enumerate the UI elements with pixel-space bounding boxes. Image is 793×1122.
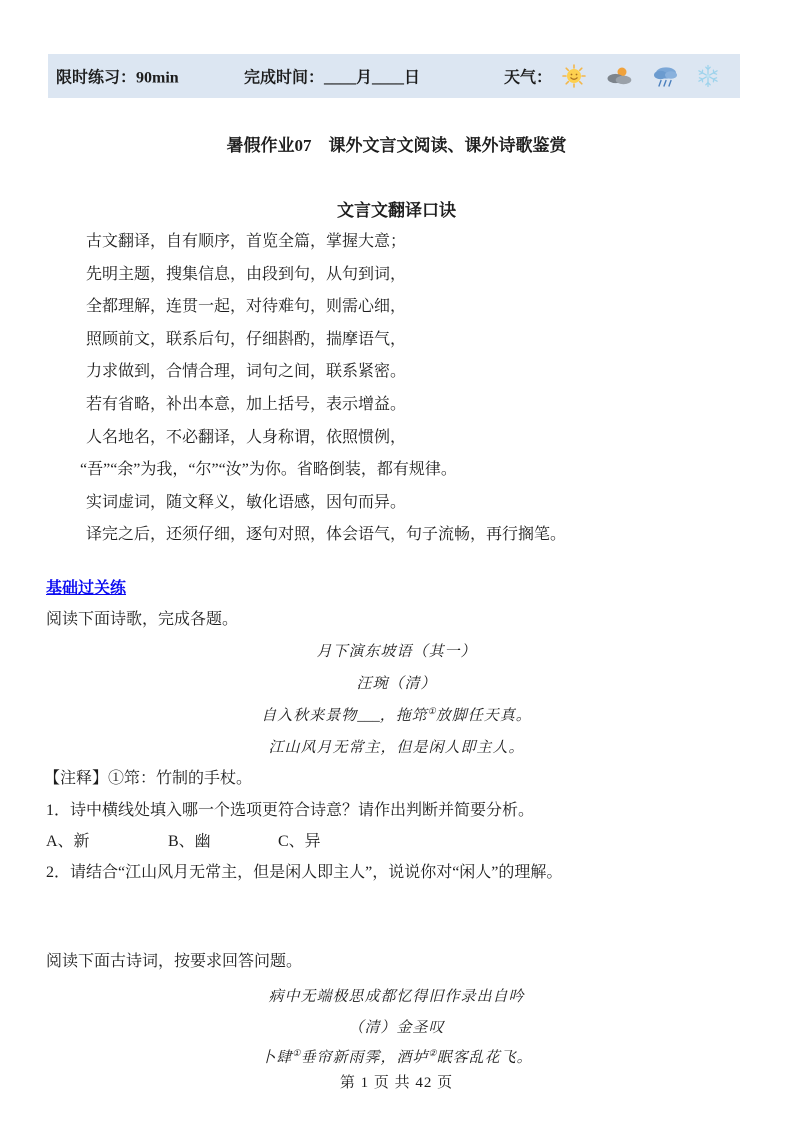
mnemonic-line: “吾”“余”为我，“尔”“汝”为你。省略倒装，都有规律。	[80, 461, 457, 479]
poem1-line-2: 江山风月无常主，但是闲人即主人。	[268, 740, 525, 756]
option-b: B、幽	[168, 833, 211, 850]
poem2-line-1: 卜肆①垂帘新雨霁，酒垆②眠客乱花飞。	[260, 1048, 533, 1066]
option-a: A、新	[46, 833, 90, 850]
snowflake-icon	[696, 64, 720, 88]
reading-instruction-1: 阅读下面诗歌，完成各题。	[46, 611, 239, 628]
footnote-marker: ①	[427, 706, 436, 716]
reading-instruction-2: 阅读下面古诗词，按要求回答问题。	[46, 953, 303, 970]
poem1-line-1: 自入秋来景物___，拖筇①放脚任天真。	[261, 706, 532, 724]
rain-cloud-icon	[652, 64, 679, 88]
poem2-author: （清）金圣叹	[348, 1020, 445, 1036]
completion-time-label: 完成时间：____月____日	[244, 69, 421, 87]
question-2: 2．请结合“江山风月无常主，但是闲人即主人”，说说你对“闲人”的理解。	[46, 864, 563, 881]
page-number: 第 1 页 共 42 页	[339, 1075, 454, 1091]
poem1-author: 汪琬（清）	[356, 676, 437, 692]
footnote-marker: ②	[428, 1048, 437, 1058]
section-heading-basics: 基础过关练	[46, 580, 127, 597]
poem1-note: 【注释】①筇：竹制的手杖。	[44, 770, 253, 787]
mnemonic-line: 实词虚词，随文释义，敏化语感，因句而异。	[86, 493, 407, 511]
header-bar	[48, 54, 740, 98]
question-1: 1．诗中横线处填入哪一个选项更符合诗意？请作出判断并简要分析。	[46, 802, 535, 819]
mnemonic-line: 全都理解，连贯一起，对待难句，则需心细，	[86, 298, 407, 316]
mnemonic-line: 古文翻译，自有顺序，首览全篇，掌握大意；	[86, 233, 407, 250]
mnemonic-line: 照顾前文，联系后句，仔细斟酌，揣摩语气，	[86, 330, 407, 348]
poem2-title: 病中无端极思成都忆得旧作录出自吟	[268, 989, 525, 1005]
time-limit-label: 限时练习：90min	[56, 69, 179, 87]
mnemonic-line: 先明主题，搜集信息，由段到句，从句到词，	[86, 265, 407, 283]
mnemonic-line: 若有省略，补出本意，加上括号，表示增益。	[86, 395, 407, 413]
page-title: 暑假作业07 课外文言文阅读、课外诗歌鉴赏	[226, 136, 567, 155]
mnemonic-line: 人名地名，不必翻译，人身称谓，依照惯例，	[86, 428, 407, 446]
mnemonic-line: 力求做到，合情合理，词句之间，联系紧密。	[86, 363, 407, 381]
footnote-marker: ①	[292, 1048, 301, 1058]
answer-blank: ___	[357, 708, 380, 724]
mnemonic-line: 译完之后，还须仔细，逐句对照，体会语气，句子流畅，再行搁笔。	[86, 526, 567, 544]
sun-icon	[562, 64, 586, 88]
poem1-title: 月下演东坡语（其一）	[316, 644, 477, 660]
section-subtitle: 文言文翻译口诀	[337, 201, 456, 220]
weather-label: 天气：	[504, 69, 553, 87]
option-c: C、异	[278, 833, 321, 850]
sun-behind-cloud-icon	[606, 64, 633, 88]
translation-mnemonic	[80, 226, 567, 552]
